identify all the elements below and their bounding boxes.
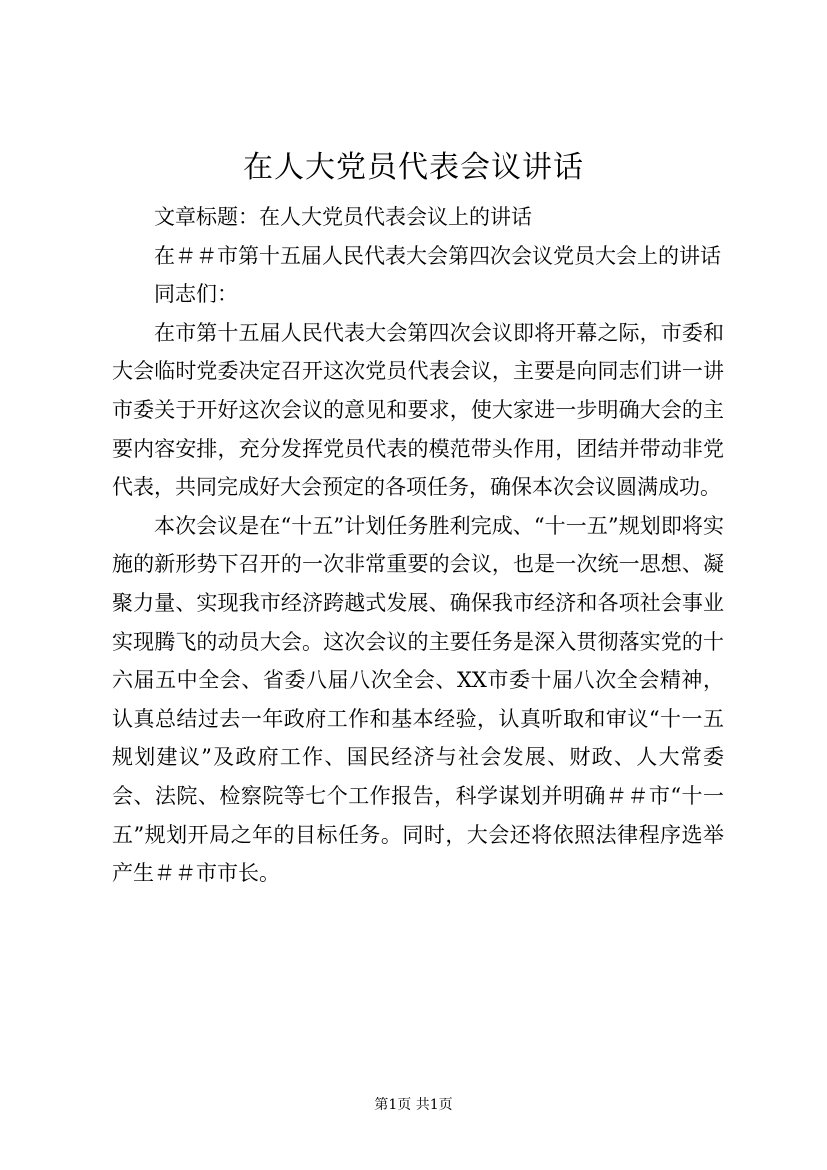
document-body (112, 198, 724, 893)
page-number: 第1页 共1页 (374, 1097, 453, 1113)
paragraph-body-1: 在市第十五届人民代表大会第四次会议即将开幕之际，市委和大会临时党委决定召开这次党员代表会议，主要是向同志们讲一讲市委关于开好这次会议的意见和要求，使大家进一步明确大会的主要内容安排，充分发挥党员代表的模范带头作用，团结并带动非党代表，共同完成好大会预定的各项任务，确保本次会议圆满成功。 (112, 320, 724, 500)
paragraph-article-title: 文章标题：在人大党员代表会议上的讲话 (154, 205, 532, 229)
paragraph-speech-heading: 在＃＃市第十五届人民代表大会第四次会议党员大会上的讲话 (154, 243, 721, 268)
paragraph-body-2: 本次会议是在“十五”计划任务胜利完成、“十一五”规划即将实施的新形势下召开的一次非常重要的会议，也是一次统一思想、凝聚力量、实现我市经济跨越式发展、确保我市经济和各项社会事业实现腾飞的动员大会。这次会议的主要任务是深入贯彻落实党的十六届五中全会、省委八届八次全会、XX市委十届八次全会精神，认真总结过去一年政府工作和基本经验，认真听取和审议“十一五规划建议”及政府工作、国民经济与社会发展、财政、人大常委会、法院、检察院等七个工作报告，科学谋划并明确＃＃市“十一五”规划开局之年的目标任务。同时，大会还将依照法律程序选举产生＃＃市市长。 (112, 513, 724, 886)
document-title: 在人大党员代表会议讲话 (243, 150, 584, 185)
paragraph-salutation: 同志们： (154, 282, 238, 307)
